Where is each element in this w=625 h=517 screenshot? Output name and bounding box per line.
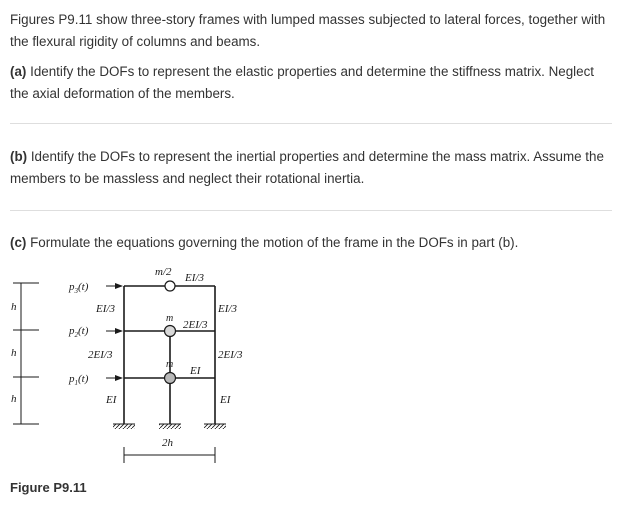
- bay-width-label: 2h: [162, 437, 173, 449]
- col-label-left-top: EI/3: [96, 303, 115, 315]
- col-label-left-mid: 2EI/3: [88, 349, 113, 361]
- support-left: [113, 424, 135, 429]
- col-label-right-low: EI: [220, 394, 231, 406]
- support-mid: [159, 424, 181, 429]
- mass-mid: [165, 326, 176, 337]
- force-p3: [68, 281, 122, 295]
- mass-label-mid: m: [166, 313, 174, 324]
- col-label-right-top: EI/3: [218, 303, 237, 315]
- part-b-text: Identify the DOFs to represent the inertial properties and determine the mass matrix. Assume the members to be massless and neglect their rotational inertia.: [10, 149, 604, 186]
- beam-label-low: EI: [190, 365, 201, 377]
- svg-text:p2(t): $p_2(t)$: [69, 325, 89, 339]
- part-b-label: (b): [10, 149, 28, 164]
- figure-caption: Figure P9.11: [10, 480, 87, 495]
- problem-intro: Figures P9.11 show three-story frames with lumped masses subjected to lateral forces, together with the flexural rigidity of columns and beams.: [10, 12, 606, 49]
- story-height-label-2: h: [11, 347, 17, 359]
- part-c-text: Formulate the equations governing the motion of the frame in the DOFs in part (b).: [26, 235, 519, 250]
- force-p1: [68, 373, 122, 387]
- mass-top: [165, 281, 175, 291]
- mass-low: [165, 373, 176, 384]
- part-b: [10, 146, 615, 190]
- col-label-left-low: EI: [106, 394, 117, 406]
- width-dimension: [124, 437, 215, 463]
- part-a: [10, 61, 615, 105]
- mass-label-top: m/2: [155, 266, 172, 278]
- divider: [10, 210, 612, 211]
- frame-figure: [0, 260, 300, 475]
- svg-text:p1(t): $p_1(t)$: [69, 373, 89, 387]
- part-a-label: (a): [10, 64, 27, 79]
- story-height-label-3: h: [11, 301, 17, 313]
- force-p2: [68, 325, 122, 339]
- beam-label-mid: 2EI/3: [183, 319, 208, 331]
- svg-text:p3(t): $p_3(t)$: [69, 281, 89, 295]
- part-a-text: Identify the DOFs to represent the elastic properties and determine the stiffness matrix. Neglect the axial deformation of the members.: [10, 64, 595, 101]
- support-right: [204, 424, 226, 429]
- mass-label-low: m: [166, 359, 174, 370]
- beam-label-top: EI/3: [185, 272, 204, 284]
- story-height-label-1: h: [11, 393, 17, 405]
- col-label-right-mid: 2EI/3: [218, 349, 243, 361]
- height-dimension: [11, 283, 39, 424]
- divider: [10, 123, 612, 124]
- part-c: [10, 232, 615, 254]
- part-c-label: (c): [10, 235, 27, 250]
